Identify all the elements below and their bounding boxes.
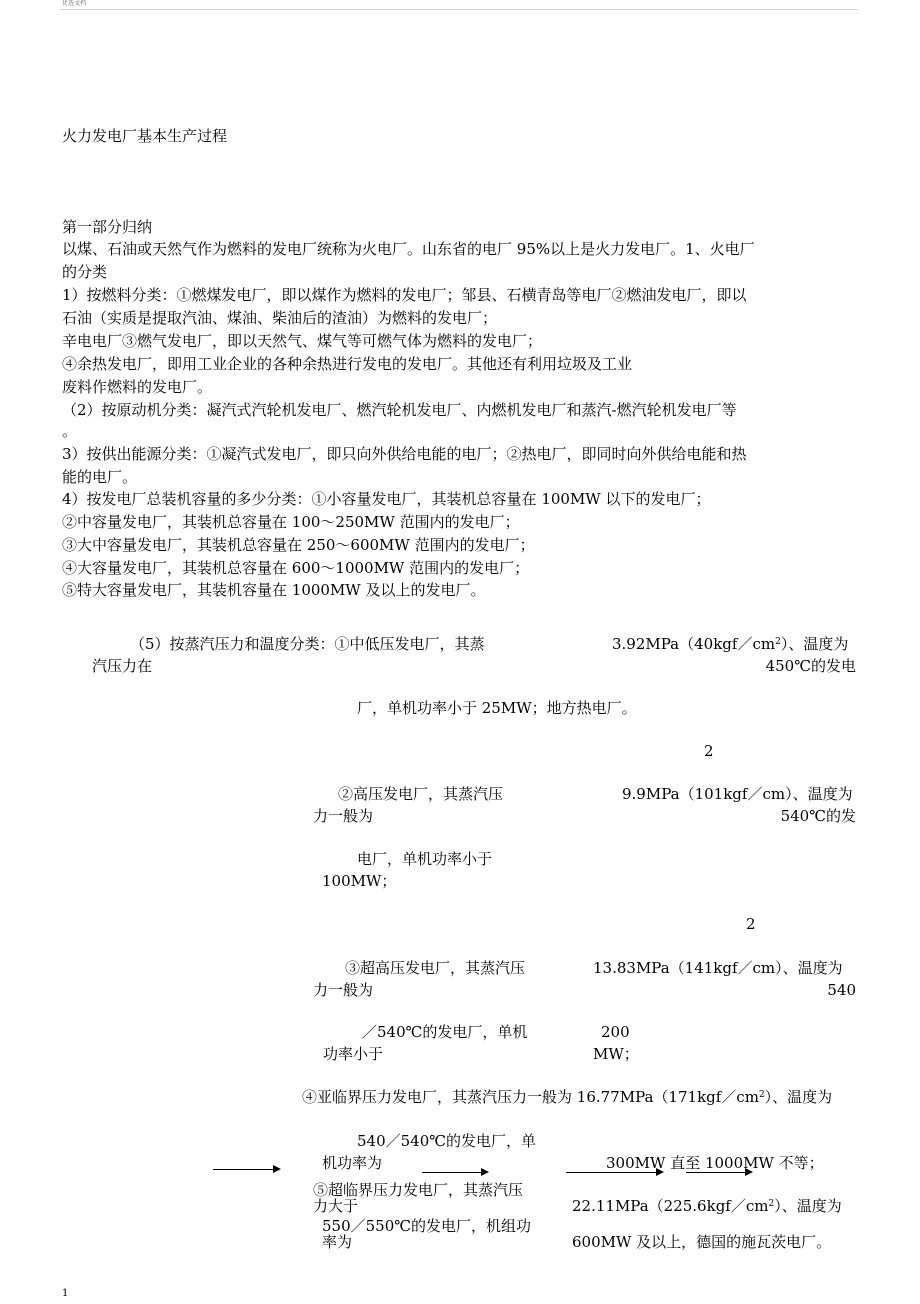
steam-value: 200: [601, 1023, 630, 1041]
steam-line: 机功率为: [322, 1154, 383, 1172]
steam-value: $3.92MPa(40kgf/cm^2)$、温度为: [612, 635, 849, 653]
steam-temp: 540: [827, 981, 856, 999]
header-text: 优选文档: [62, 0, 87, 7]
arrow-right-icon: [213, 1169, 278, 1170]
steam-line: ④亚临界压力发电厂，其蒸汽压力一般为 $16.77MPa(171kgf/cm^2)$、温度为: [302, 1088, 833, 1106]
page-number: 1: [62, 1288, 69, 1299]
body-line: ⑤特大容量发电厂，其装机容量在 1000MW 及以上的发电厂。: [62, 581, 486, 599]
body-line: 能的电厂。: [62, 468, 138, 486]
body-line: 。: [62, 422, 78, 440]
body-line: ④大容量发电厂，其装机总容量在 600～1000MW 范围内的发电厂；: [62, 559, 530, 577]
steam-line: 率为: [322, 1233, 353, 1251]
body-line: ③大中容量发电厂，其装机总容量在 250～600MW 范围内的发电厂；: [62, 536, 535, 554]
steam-line: 功率小于: [323, 1045, 384, 1063]
body-line: 辛电电厂③燃气发电厂，即以天然气、煤气等可燃气体为燃料的发电厂；: [62, 332, 543, 350]
steam-line: ⑤超临界压力发电厂，其蒸汽压: [313, 1181, 524, 1199]
steam-line: ／540℃的发电厂，单机: [362, 1023, 528, 1041]
arrow-right-icon: [566, 1172, 661, 1173]
header-rule: [60, 9, 858, 10]
steam-value: 600MW 及以上，德国的施瓦茨电厂。: [572, 1233, 832, 1251]
page-title: 火力发电厂基本生产过程: [62, 127, 228, 145]
steam-line: 力一般为: [313, 807, 374, 825]
arrow-right-icon: [422, 1172, 486, 1173]
body-line: ④余热发电厂，即用工业企业的各种余热进行发电的发电厂。其他还有利用垃圾及工业: [62, 355, 633, 373]
body-line: 3）按供出能源分类：①凝汽式发电厂，即只向外供给电能的电厂；②热电厂，即同时向外供给电能和热: [62, 445, 747, 463]
steam-temp: 450℃的发电: [765, 657, 856, 675]
steam-line: （5）按蒸汽压力和温度分类：①中低压发电厂，其蒸: [130, 635, 485, 653]
steam-value: 9.9MPa（101kgf／cm）、温度为: [622, 785, 853, 803]
steam-value: 300MW 直至 1000MW 不等；: [606, 1154, 824, 1172]
steam-line: ③超高压发电厂，其蒸汽压: [345, 959, 526, 977]
body-line: 1）按燃料分类：①燃煤发电厂，即以煤作为燃料的发电厂；邹县、石横青岛等电厂②燃油发电厂，即以: [62, 286, 747, 304]
body-line: 4）按发电厂总装机容量的多少分类：①小容量发电厂，其装机总容量在 100MW 以下的发电厂；: [62, 490, 711, 508]
steam-line: 550／550℃的发电厂，机组功: [322, 1217, 532, 1235]
body-line: 石油（实质是提取汽油、煤油、柴油后的渣油）为燃料的发电厂；: [62, 309, 498, 327]
steam-line: 厂，单机功率小于 25MW；地方热电厂。: [357, 699, 637, 717]
steam-value: $22.11MPa(225.6kgf/cm^2)$、温度为: [572, 1197, 842, 1215]
body-line: （2）按原动机分类：凝汽式汽轮机发电厂、燃汽轮机发电厂、内燃机发电厂和蒸汽-燃汽轮机发电厂等: [62, 401, 737, 419]
steam-line: 力一般为: [313, 981, 374, 999]
steam-line: 汽压力在: [92, 657, 153, 675]
body-line: ②中容量发电厂，其装机总容量在 100～250MW 范围内的发电厂；: [62, 513, 520, 531]
steam-line: 100MW；: [322, 872, 397, 890]
steam-temp: 540℃的发: [780, 807, 856, 825]
section-heading: 第一部分归纳: [62, 218, 153, 236]
exponent: 2: [704, 742, 714, 760]
steam-line: 540／540℃的发电厂，单: [357, 1132, 537, 1150]
body-line: 以煤、石油或天然气作为燃料的发电厂统称为火电厂。山东省的电厂 95%以上是火力发电厂。1、火电厂: [62, 240, 755, 258]
steam-line: 力大于: [313, 1197, 359, 1215]
steam-value: MW；: [593, 1045, 639, 1063]
steam-line: ②高压发电厂，其蒸汽压: [338, 785, 504, 803]
body-line: 废料作燃料的发电厂。: [62, 378, 213, 396]
steam-value: 13.83MPa（141kgf／cm）、温度为: [593, 959, 843, 977]
steam-line: 电厂，单机功率小于: [357, 850, 493, 868]
arrow-right-icon: [686, 1172, 750, 1173]
exponent: 2: [746, 915, 756, 933]
body-line: 的分类: [62, 263, 108, 281]
